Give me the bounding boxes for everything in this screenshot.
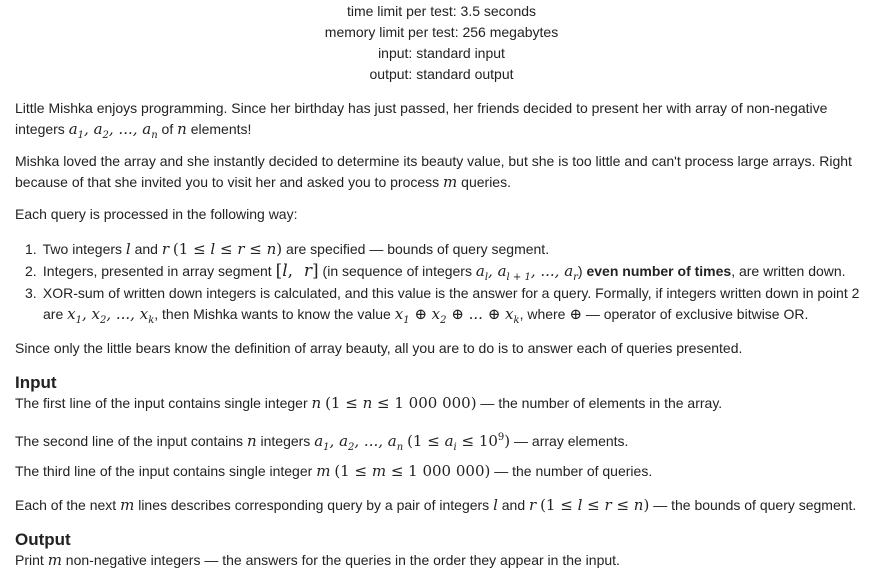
legend-paragraph-3: Each query is processed in the following way: [15, 206, 298, 222]
input-line-4: Each of the next m lines describes corresponding query by a pair of integers l and r (1 ≤ l ≤ r ≤ n) — the bounds of query segment. [15, 496, 857, 514]
input-spec: input: standard input [378, 45, 505, 61]
input-section-title: Input [15, 373, 57, 392]
memory-limit: memory limit per test: 256 megabytes [324, 24, 559, 40]
input-line-2: The second line of the input contains n integers $a_1$, $a_2$, ..., $a_n$ $(1 \le a_i \le 10^9)$ — array elements. [15, 432, 629, 453]
list-item-2: 2. Integers, presented in array segment [l, r] (in sequence of integers $a_l$, $a_{l + 1}$, ..., $a_r$) even number of times, are written down. [25, 261, 846, 283]
legend-paragraph-2: Mishka loved the array and she instantly decided to determine its beauty value, but she is too little and can't process large arrays. Right because of that she invited you to visit her and asked you to process m queries. [15, 153, 852, 191]
output-line-1: Print m non-negative integers — the answers for the queries in the order they appear in the input. [15, 551, 620, 569]
list-item-3: 3. XOR-sum of written down integers is calculated, and this value is the answer for a query. Formally, if integers written down in point 2 are $x_1$, $x_2$, ..., $x_k$, then Mishka wants to know the value $x_1$ ⊕ $x_2$ ⊕ ... ⊕ $x_k$, where ⊕ — operator of exclusive bitwise OR. [25, 285, 860, 326]
list-item-1: 1. Two integers l and r (1 ≤ l ≤ r ≤ n) are specified — bounds of query segment. [25, 240, 550, 258]
legend-paragraph-4: Since only the little bears know the definition of array beauty, all you are to do is to answer each of queries presented. [15, 340, 743, 356]
output-spec: output: standard output [369, 66, 514, 82]
math-array: $a_1$, $a_2$, ..., $a_n$ [68, 120, 158, 141]
legend-paragraph-1: Little Mishka enjoys programming. Since her birthday has just passed, her friends decided to present her with array of non-negative integers $a_1$, $a_2$, ..., $a_n$ of n elements! [15, 100, 828, 141]
output-section-title: Output [15, 530, 71, 549]
input-line-1: The first line of the input contains single integer n (1 ≤ n ≤ 1 000 000) — the number of elements in the array. [15, 394, 723, 412]
input-line-3: The third line of the input contains single integer m (1 ≤ m ≤ 1 000 000) — the number of queries. [15, 462, 653, 480]
time-limit: time limit per test: 3.5 seconds [346, 3, 537, 19]
